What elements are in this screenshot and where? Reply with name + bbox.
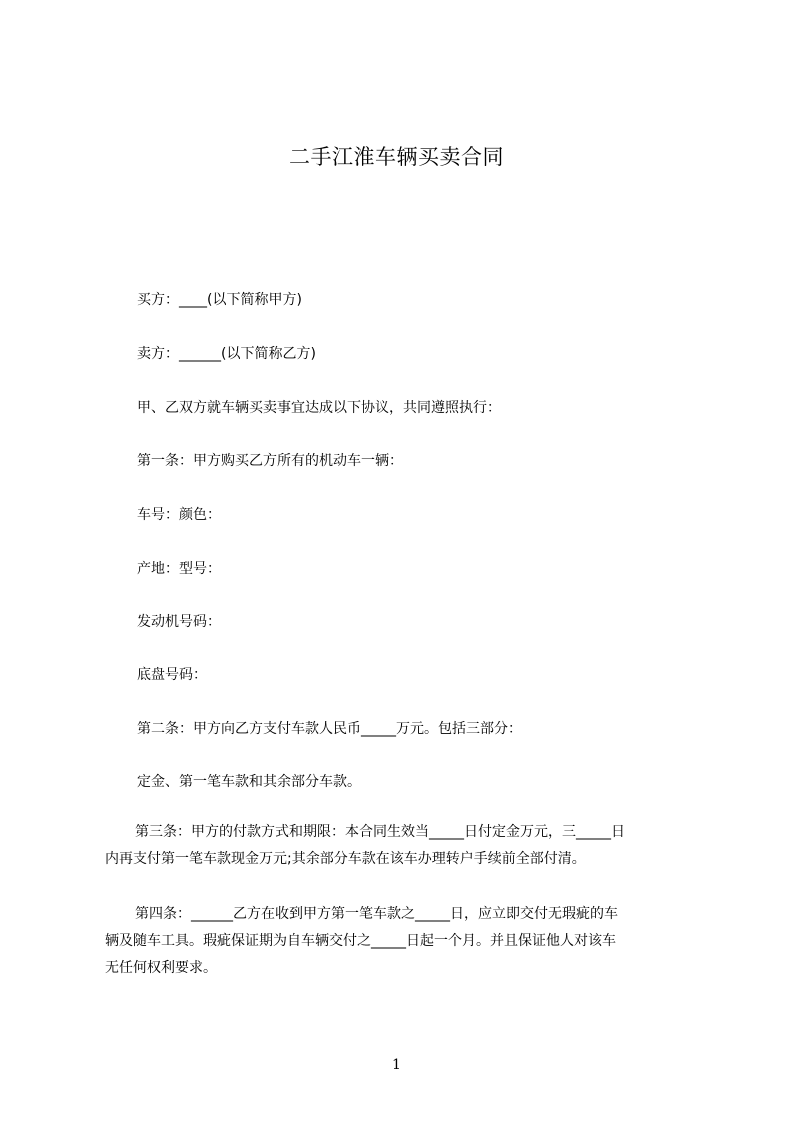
page-number: 1	[392, 1057, 401, 1073]
article-3-line-2: 内再支付第一笔车款现金万元;其余部分车款在该车办理转户手续前全部付清。	[105, 851, 586, 867]
contract-title: 二手江淮车辆买卖合同	[289, 145, 504, 169]
article-4-paragraph	[105, 901, 705, 982]
article-4-line-1: 第四条：______乙方在收到甲方第一笔车款之_____日，应立即交付无瑕疵的车	[135, 906, 618, 922]
plate-color-line: 车号：颜色：	[137, 507, 221, 523]
article-4-line-2: 辆及随车工具。瑕疵保证期为自车辆交付之_____日起一个月。并且保证他人对该车	[105, 933, 616, 949]
origin-model-line: 产地：型号：	[137, 561, 221, 577]
chassis-number-line: 底盘号码：	[137, 667, 207, 683]
article-4-line-3: 无任何权利要求。	[105, 960, 217, 976]
article-3-line-1: 第三条：甲方的付款方式和期限：本合同生效当_____日付定金万元，三_____日	[135, 824, 625, 840]
engine-number-line: 发动机号码：	[137, 614, 221, 630]
buyer-line: 买方：____(以下简称甲方)	[137, 292, 302, 308]
article-2-line: 第二条：甲方向乙方支付车款人民币_____万元。包括三部分：	[137, 721, 522, 737]
article-2-parts-line: 定金、第一笔车款和其余部分车款。	[137, 774, 361, 790]
seller-line: 卖方：______(以下简称乙方)	[137, 346, 316, 362]
preamble-line: 甲、乙双方就车辆买卖事宜达成以下协议，共同遵照执行：	[137, 400, 501, 416]
article-1-line: 第一条：甲方购买乙方所有的机动车一辆：	[137, 453, 403, 469]
article-3-paragraph	[105, 819, 705, 873]
